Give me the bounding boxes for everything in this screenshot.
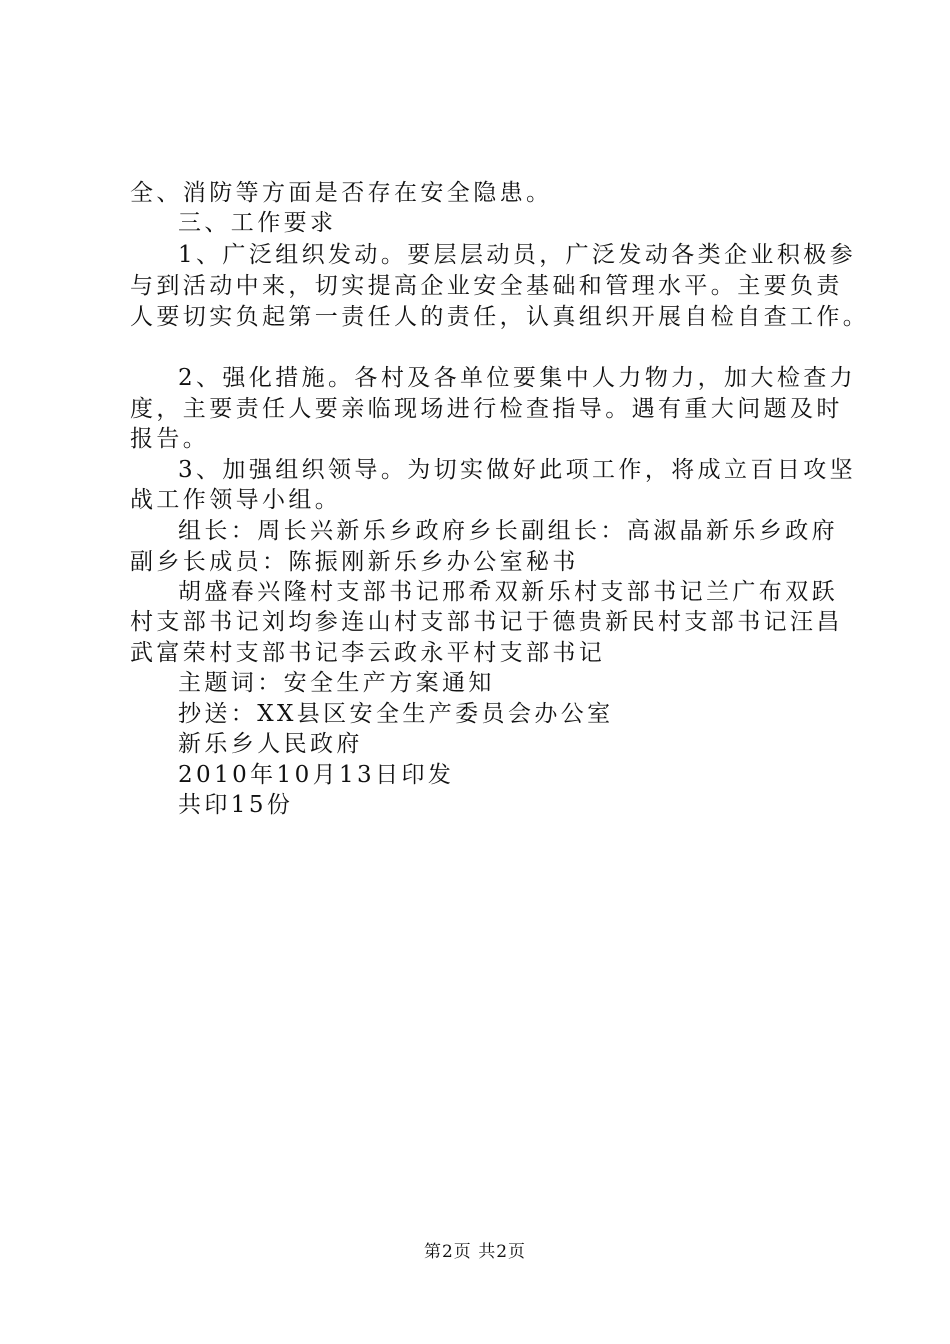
text-line: 武富荣村支部书记李云政永平村支部书记	[130, 640, 606, 666]
text-line: 村支部书记刘均参连山村支部书记于德贵新民村支部书记汪昌	[130, 609, 843, 635]
text-line: 副乡长成员：陈振刚新乐乡办公室秘书	[130, 549, 579, 575]
date-line: 2010年10月13日印发	[178, 762, 455, 788]
cc-line: 抄送：XX县区安全生产委员会办公室	[178, 701, 614, 727]
text-line: 3、加强组织领导。为切实做好此项工作，将成立百日攻坚	[178, 457, 857, 483]
text-line: 2、强化措施。各村及各单位要集中人力物力，加大检查力	[178, 365, 857, 391]
text-line: 报告。	[130, 426, 210, 452]
text-line: 人要切实负起第一责任人的责任，认真组织开展自检自查工作。	[130, 304, 870, 330]
issuer-line: 新乐乡人民政府	[178, 731, 363, 757]
text-line: 战工作领导小组。	[130, 487, 342, 513]
text-line: 胡盛春兴隆村支部书记邢希双新乐村支部书记兰广布双跃	[178, 579, 838, 605]
text-line: 与到活动中来，切实提高企业安全基础和管理水平。主要负责	[130, 273, 843, 299]
text-line: 1、广泛组织发动。要层层动员，广泛发动各类企业积极参	[178, 242, 857, 268]
page-number: 第2页 共2页	[423, 1242, 527, 1262]
copies-line: 共印15份	[178, 792, 294, 818]
text-line: 度，主要责任人要亲临现场进行检查指导。遇有重大问题及时	[130, 396, 843, 422]
subject-line: 主题词：安全生产方案通知	[178, 670, 495, 696]
section-heading: 三、工作要求	[178, 210, 337, 236]
text-line: 全、消防等方面是否存在安全隐患。	[130, 180, 553, 206]
text-line: 组长：周长兴新乐乡政府乡长副组长：高淑晶新乐乡政府	[178, 518, 838, 544]
